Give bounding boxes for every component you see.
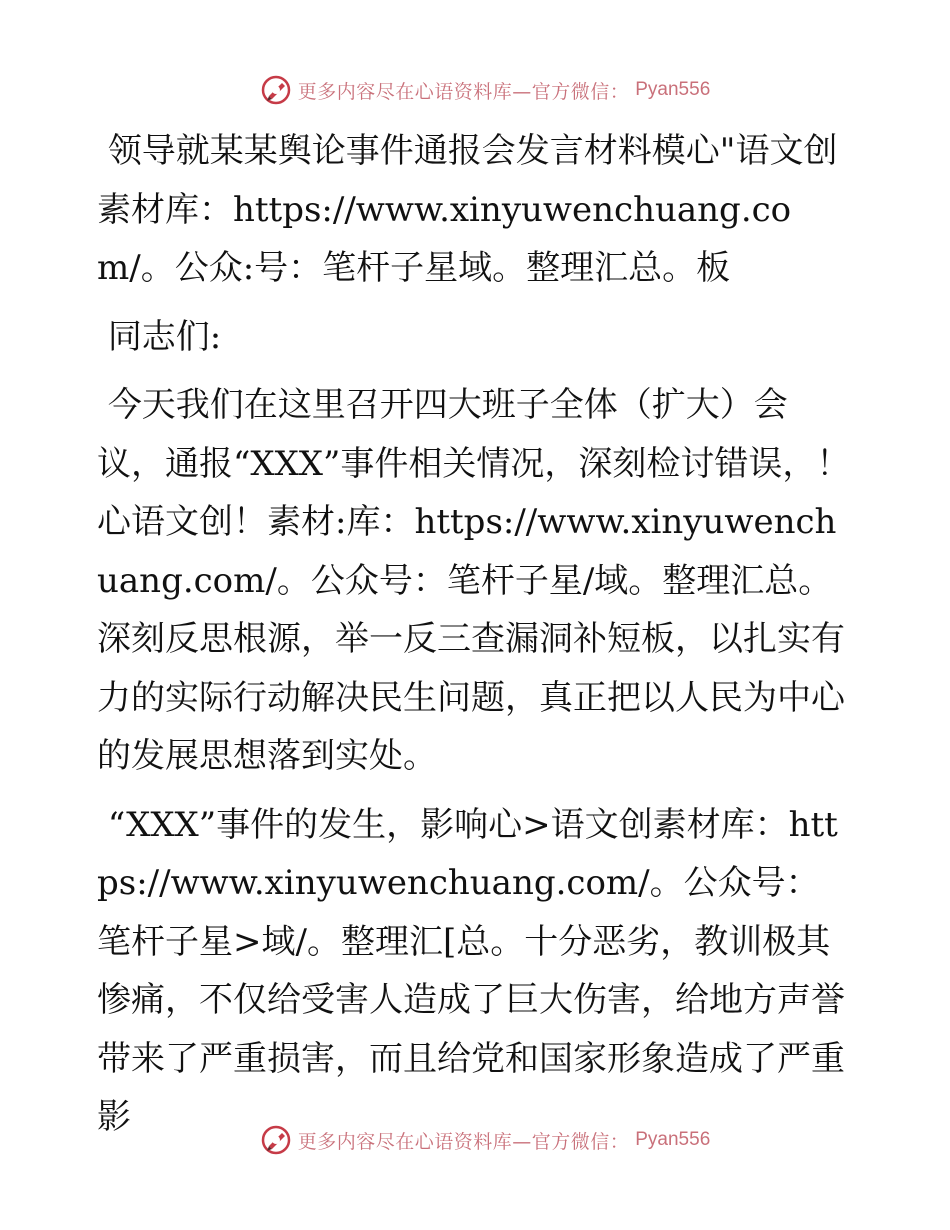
banner-wechat-id: Pyan556 xyxy=(635,1129,711,1150)
brand-logo-icon xyxy=(260,1124,292,1156)
title-paragraph: 领导就某某舆论事件通报会发言材料模心"语文创素材库：https://www.xinyuwenchuang.com/。公众:号：笔杆子星域。整理汇总。板 xyxy=(97,131,838,288)
document-body xyxy=(97,122,852,1147)
brand-logo-icon xyxy=(260,74,292,106)
salutation: 同志们: xyxy=(97,316,222,357)
banner-wechat-id: Pyan556 xyxy=(635,79,711,100)
paragraph-2: “XXX”事件的发生，影响心>语文创素材库：https://www.xinyuwenchuang.com/。公众号：笔杆子星>域/。整理汇[总。十分恶劣，教训极其惨痛，不仅给受害人造成了巨大伤害，给地方声誉带来了严重损害，而且给党和国家形象造成了严重影 xyxy=(97,804,845,1137)
footer-banner xyxy=(0,1120,950,1160)
banner-slogan: 更多内容尽在心语资料库—官方微信： xyxy=(297,1130,630,1153)
banner-slogan: 更多内容尽在心语资料库—官方微信： xyxy=(297,80,630,103)
paragraph-1: 今天我们在这里召开四大班子全体（扩大）会议，通报“XXX”事件相关情况，深刻检讨错误，！心语文创！素材:库：https://www.xinyuwenchuang.com/。公众号：笔杆子星/域。整理汇总。深刻反思根源，举一反三查漏洞补短板，以扎实有力的实际行动解决民生问题，真正把以人民为中心的发展思想落到实处。 xyxy=(97,385,851,776)
header-banner xyxy=(0,70,950,110)
